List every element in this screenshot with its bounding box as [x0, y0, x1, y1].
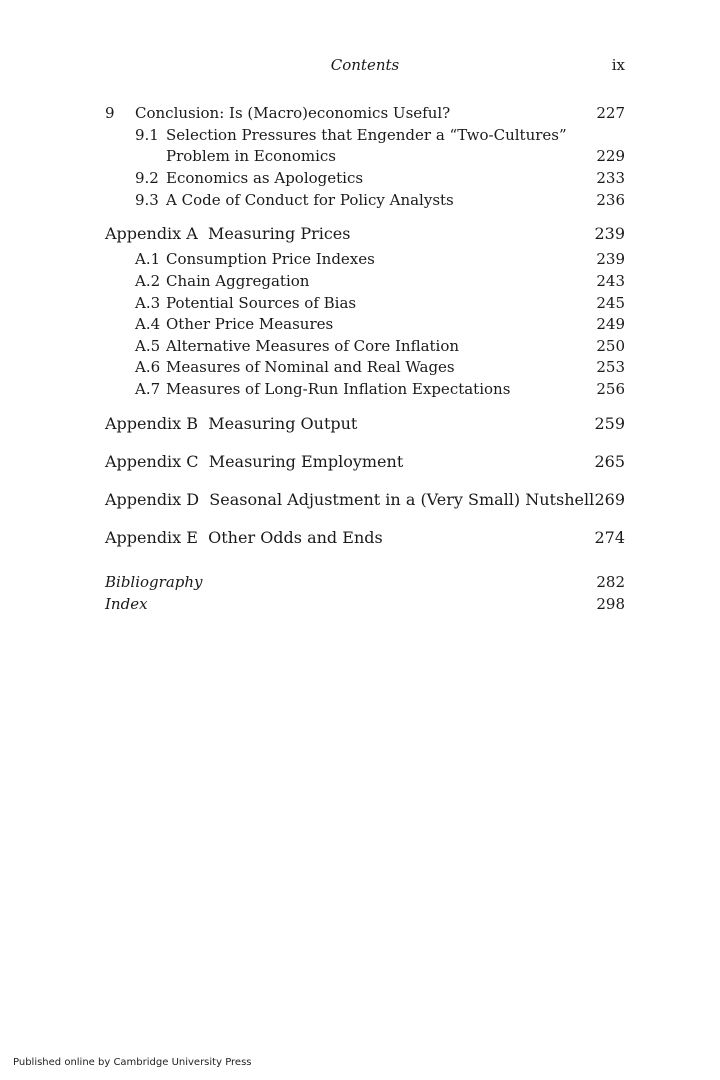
section-title: Consumption Price Indexes: [166, 250, 375, 268]
section-page: 236: [596, 191, 625, 209]
appendix-page: 239: [594, 224, 625, 243]
chapter-title: Conclusion: Is (Macro)economics Useful?: [135, 104, 451, 122]
section-title: Economics as Apologetics: [166, 169, 364, 187]
appendix-page: 265: [594, 452, 625, 471]
section-title: Measures of Long-Run Inflation Expectations: [166, 380, 511, 398]
appendix-title: Appendix B Measuring Output: [105, 414, 358, 433]
running-header-title: Contents: [330, 56, 400, 74]
section-page: 245: [596, 294, 625, 312]
appendix-title: Appendix A Measuring Prices: [105, 224, 351, 243]
section-number: 9.2: [135, 169, 159, 187]
running-header-page-number: ix: [611, 56, 625, 74]
bibliography-page: 282: [596, 573, 625, 591]
section-title: Alternative Measures of Core Inflation: [166, 337, 460, 355]
section-title: Chain Aggregation: [166, 272, 310, 290]
section-number: A.6: [135, 358, 161, 376]
section-title: Other Price Measures: [166, 315, 334, 333]
section-page: 229: [596, 147, 625, 165]
section-title-line1: Selection Pressures that Engender a “Two-Cultures”: [166, 126, 567, 144]
section-title: Measures of Nominal and Real Wages: [166, 358, 455, 376]
section-title: Potential Sources of Bias: [166, 294, 357, 312]
section-number: A.3: [135, 294, 161, 312]
section-page: 256: [596, 380, 625, 398]
appendix-title: Appendix D Seasonal Adjustment in a (Very Small) Nutshell: [105, 490, 595, 509]
appendix-page: 259: [594, 414, 625, 433]
section-number: A.2: [135, 272, 161, 290]
section-page: 239: [596, 250, 625, 268]
section-page: 250: [596, 337, 625, 355]
section-page: 253: [596, 358, 625, 376]
section-page: 233: [596, 169, 625, 187]
chapter-number: 9: [105, 104, 115, 122]
section-title-line2: Problem in Economics: [166, 147, 336, 165]
appendix-title: Appendix E Other Odds and Ends: [105, 528, 383, 547]
section-title: A Code of Conduct for Policy Analysts: [166, 191, 454, 209]
section-page: 249: [596, 315, 625, 333]
appendix-title: Appendix C Measuring Employment: [105, 452, 404, 471]
publisher-footer: Published online by Cambridge University Press: [13, 1057, 252, 1068]
section-page: 243: [596, 272, 625, 290]
section-number: A.1: [135, 250, 161, 268]
section-number: A.5: [135, 337, 161, 355]
appendix-page: 274: [594, 528, 625, 547]
index-page: 298: [596, 595, 625, 613]
appendix-page: 269: [594, 490, 625, 509]
index-title: Index: [105, 595, 148, 613]
bibliography-title: Bibliography: [105, 573, 203, 591]
section-number: A.7: [135, 380, 161, 398]
section-number: A.4: [135, 315, 161, 333]
chapter-page: 227: [596, 104, 625, 122]
section-number: 9.1: [135, 126, 159, 144]
section-number: 9.3: [135, 191, 159, 209]
